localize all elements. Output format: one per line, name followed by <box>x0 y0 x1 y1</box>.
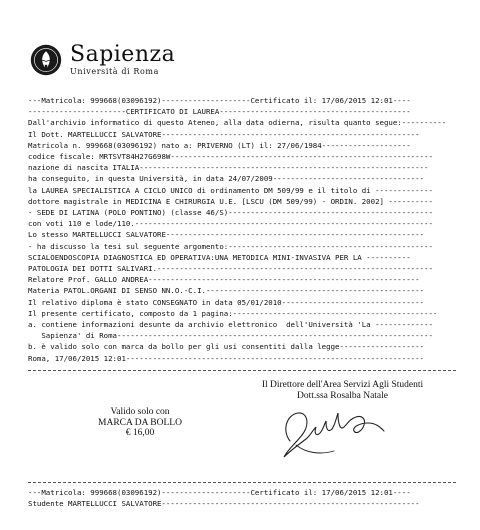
certificate-line: dottore magistrale in MEDICINA E CHIRURGIA U.E. [LSCU (DM 509/99) - ORDIN. 2002] ---------- <box>28 196 433 206</box>
footer-line: ---Matricola: 999668(03096192)--------------------Certificato il: 17/06/2015 12:01---- <box>28 488 411 497</box>
bollo-line-3: € 16,00 <box>125 428 155 438</box>
certificate-line: Relatore Prof. GALLO ANDREA------------------------------------------------------------- <box>28 275 420 285</box>
certificate-body <box>28 95 456 364</box>
certificate-footer <box>28 487 456 509</box>
certificate-line: Il Dott. MARTELLUCCI SALVATORE---------------------------------------------------------- <box>28 129 420 139</box>
certificate-line: Materia PATOL.ORGANI DI SENSO NN.O.-C.I.------------------------------------------------- <box>28 286 425 296</box>
certificate-line: ----------------------CERTIFICATO DI LAUREA------------------------------------------- <box>28 107 411 117</box>
separator-rule <box>28 370 456 371</box>
certificate-line: SCIALOENDOSCOPIA DIAGNOSTICA ED OPERATIVA:UNA METODICA MINI-INVASIVA PER LA ---------- <box>28 252 411 262</box>
certificate-line: - SEDE DI LATINA (POLO PONTINO) (classe 46/S)---------------------------------------------- <box>28 208 433 218</box>
certificate-line: Sapienza' di Roma----------------------------------------------------------------------- <box>28 331 433 341</box>
certificate-line: nazione di nascita ITALIA----------------------------------------------------------------- <box>28 163 429 173</box>
sapienza-seal-icon <box>30 44 62 76</box>
separator-rule-footer <box>28 482 456 483</box>
certificate-line: Dall'archivio informatico di questo Ateneo, alla data odierna, risulta quanto segue:---------- <box>28 118 447 128</box>
director-block <box>250 380 435 401</box>
certificate-line: con voti 110 e lode/110.------------------------------------------------------------------- <box>28 219 433 229</box>
certificate-line: la LAUREA SPECIALISTICA A CICLO UNICO di ordinamento DM 509/99 e il titolo di ------------- <box>28 185 433 195</box>
university-logo <box>30 44 175 76</box>
certificate-line: codice fiscale: MRTSVT84H27G698W----------------------------------------------------------- <box>28 152 433 162</box>
revenue-stamp-note <box>80 407 200 439</box>
certificate-line: Lo stesso MARTELLUCCI SALVATORE---------------------------------------------------------- <box>28 230 425 240</box>
bollo-line-2: MARCA DA BOLLO <box>98 417 182 428</box>
certificate-line: Il presente certificato, composto da 1 pagina:---------------------------------------------- <box>28 308 438 318</box>
brand-name: Sapienza <box>70 42 176 67</box>
certificate-line: Il relativo diploma è stato CONSEGNATO in data 05/01/2010-------------------------------- <box>28 297 425 307</box>
certificate-line: ---Matricola: 999668(03096192)--------------------Certificato il: 17/06/2015 12:01---- <box>28 96 411 105</box>
certificate-line: ha conseguito, in questa Università, in data 24/07/2009---------------------------------- <box>28 174 425 184</box>
brand-block <box>70 44 175 76</box>
footer-line: Studente MARTELLUCCI SALVATORE---------------------------------------------------------- <box>28 499 420 509</box>
director-name: Dott.ssa Rosalba Natale <box>296 390 389 401</box>
director-title: Il Direttore dell'Area Servizi Agli Studenti <box>261 380 424 390</box>
certificate-line: Matricola n. 999668(03096192) nato a: PRIVERNO (LT) il: 27/06/1984-------------------- <box>28 140 411 150</box>
certificate-line: PATOLOGIA DEI DOTTI SALIVARI.-------------------------------------------------------------- <box>28 264 433 274</box>
bollo-line-1: Valido solo con <box>110 407 170 417</box>
certificate-line: Roma, 17/06/2015 12:01------------------------------------------------------------------- <box>28 353 425 363</box>
handwritten-signature <box>276 401 391 465</box>
certificate-line: - ha discusso la tesi sul seguente argomento:---------------------------------------------- <box>28 241 433 251</box>
brand-subtitle: Università di Roma <box>70 67 159 76</box>
certificate-line: a. contiene informazioni desunte da archivio elettronico dell'Università 'La ------------- <box>28 320 433 330</box>
certificate-line: b. è valido solo con marca da bollo per gli usi consentiti dalla legge------------------- <box>28 342 425 352</box>
